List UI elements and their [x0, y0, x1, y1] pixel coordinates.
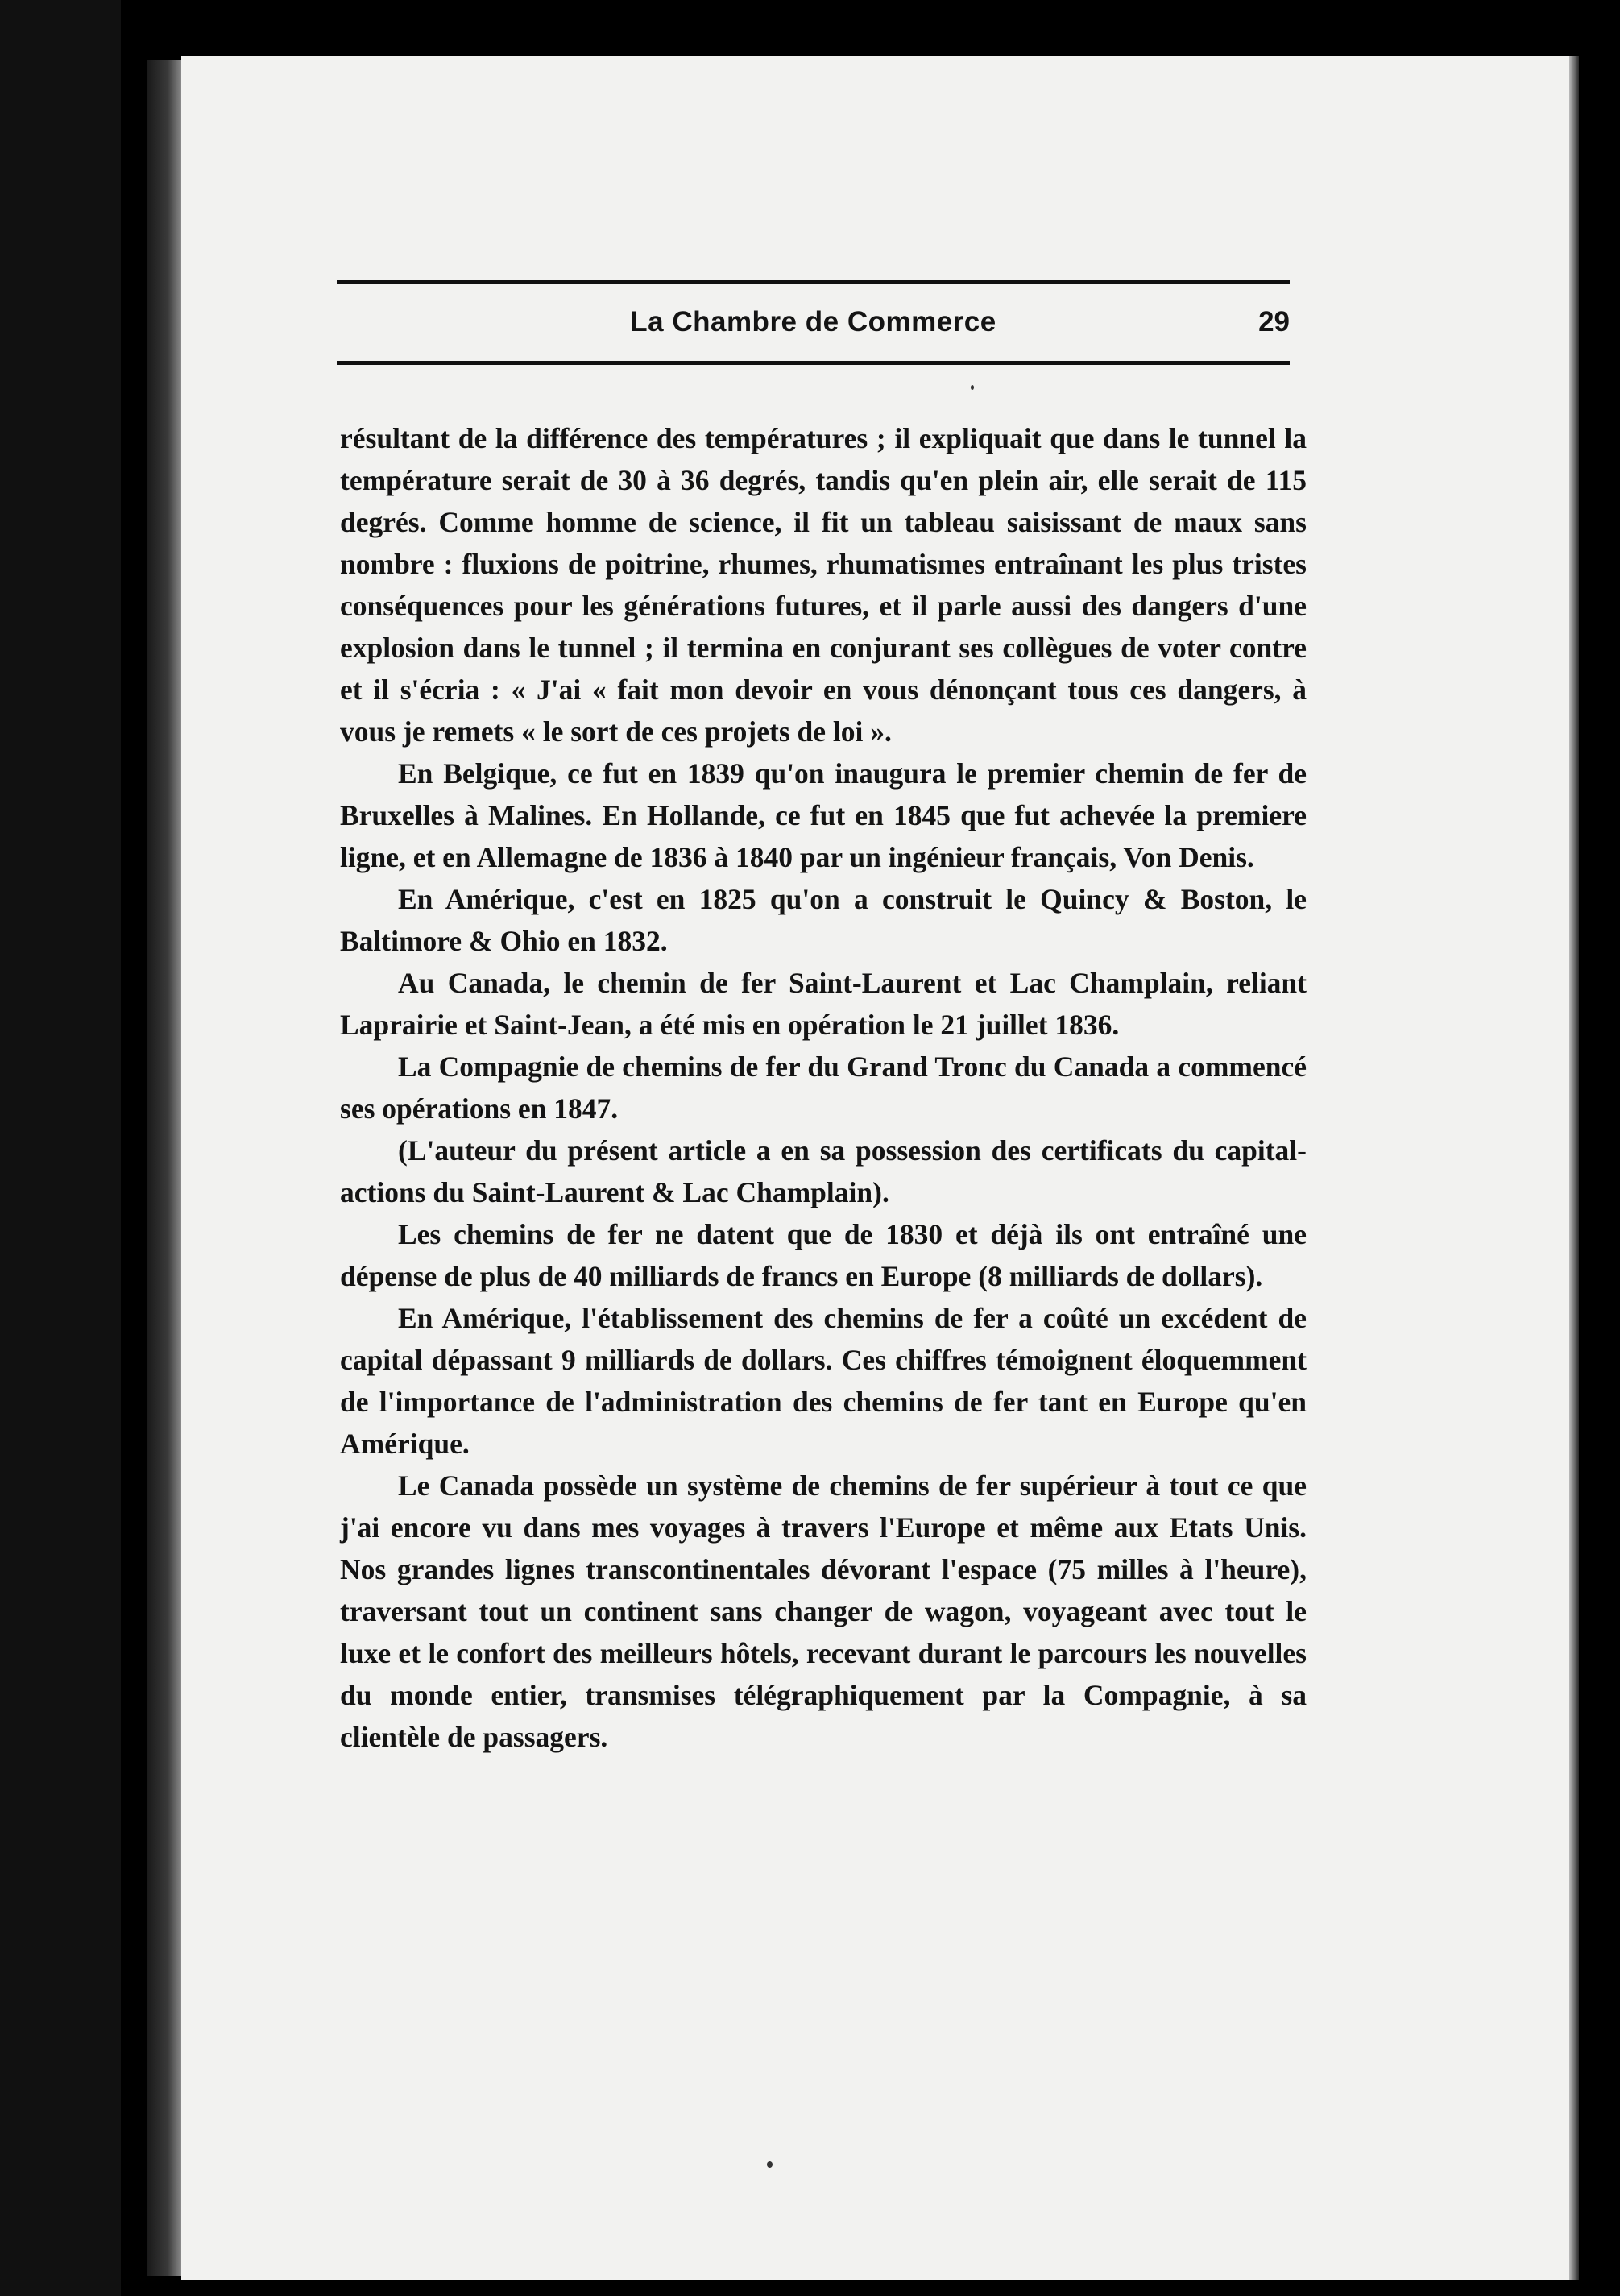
paragraph: La Compagnie de chemins de fer du Grand Tronc du Canada a commencé ses opérations en 1847. — [340, 1051, 1307, 1125]
body-text — [340, 417, 1307, 1758]
header-top-rule — [337, 280, 1290, 284]
page-binding-edge — [147, 60, 181, 2276]
page-right-edge — [1569, 56, 1579, 2280]
paragraph: Le Canada possède un système de chemins de fer supérieur à tout ce que j'ai encore vu dans mes voyages à travers l'Europe et même aux Etats Unis. Nos grandes lignes transcontinentales dévorant l'espace (75 milles à l'heure), traversant tout un continent sans changer de wagon, voyageant avec tout le luxe et le confort des meilleurs hôtels, recevant durant le parcours les nouvelles du monde entier, transmises télégraphiquement par la Compagnie, à sa clientèle de passagers. — [340, 1469, 1307, 1753]
running-head — [337, 306, 1290, 346]
paragraph: (L'auteur du présent article a en sa possession des certificats du capital-actions du Saint-Laurent & Lac Champlain). — [340, 1134, 1307, 1208]
paragraph: En Amérique, l'établissement des chemins de fer a coûté un excédent de capital dépassant 9 milliards de dollars. Ces chiffres témoignent éloquemment de l'importance de l'administration des chemins de fer tant en Europe qu'en Amérique. — [340, 1302, 1307, 1460]
scan-speck — [971, 385, 974, 390]
page-number: 29 — [1258, 306, 1290, 338]
paragraph: Au Canada, le chemin de fer Saint-Laurent et Lac Champlain, reliant Laprairie et Saint-Jean, a été mis en opération le 21 juillet 1836. — [340, 967, 1307, 1041]
scan-speck — [767, 2161, 773, 2168]
paragraph: Les chemins de fer ne datent que de 1830 et déjà ils ont entraîné une dépense de plus de 40 milliards de francs en Europe (8 milliards de dollars). — [340, 1218, 1307, 1292]
paragraph: résultant de la différence des températures ; il expliquait que dans le tunnel la température serait de 30 à 36 degrés, tandis qu'en plein air, elle serait de 115 degrés. Comme homme de science, il fit un tableau saisissant de maux sans nombre : fluxions de poitrine, rhumes, rhumatismes entraînant les plus tristes conséquences pour les générations futures, et il parle aussi des dangers d'une explosion dans le tunnel ; il termina en conjurant ses collègues de voter contre et il s'écria : « J'ai « fait mon devoir en vous dénonçant tous ces dangers, à vous je remets « le sort de ces projets de loi ». — [340, 422, 1307, 748]
paragraph: En Belgique, ce fut en 1839 qu'on inaugura le premier chemin de fer de Bruxelles à Malines. En Hollande, ce fut en 1845 que fut achevée la premiere ligne, et en Allemagne de 1836 à 1840 par un ingénieur français, Von Denis. — [340, 757, 1307, 873]
scan-left-border — [0, 0, 121, 2296]
paragraph: En Amérique, c'est en 1825 qu'on a construit le Quincy & Boston, le Baltimore & Ohio en 1832. — [340, 883, 1307, 957]
running-head-title: La Chambre de Commerce — [630, 306, 996, 338]
header-bottom-rule — [337, 361, 1290, 365]
